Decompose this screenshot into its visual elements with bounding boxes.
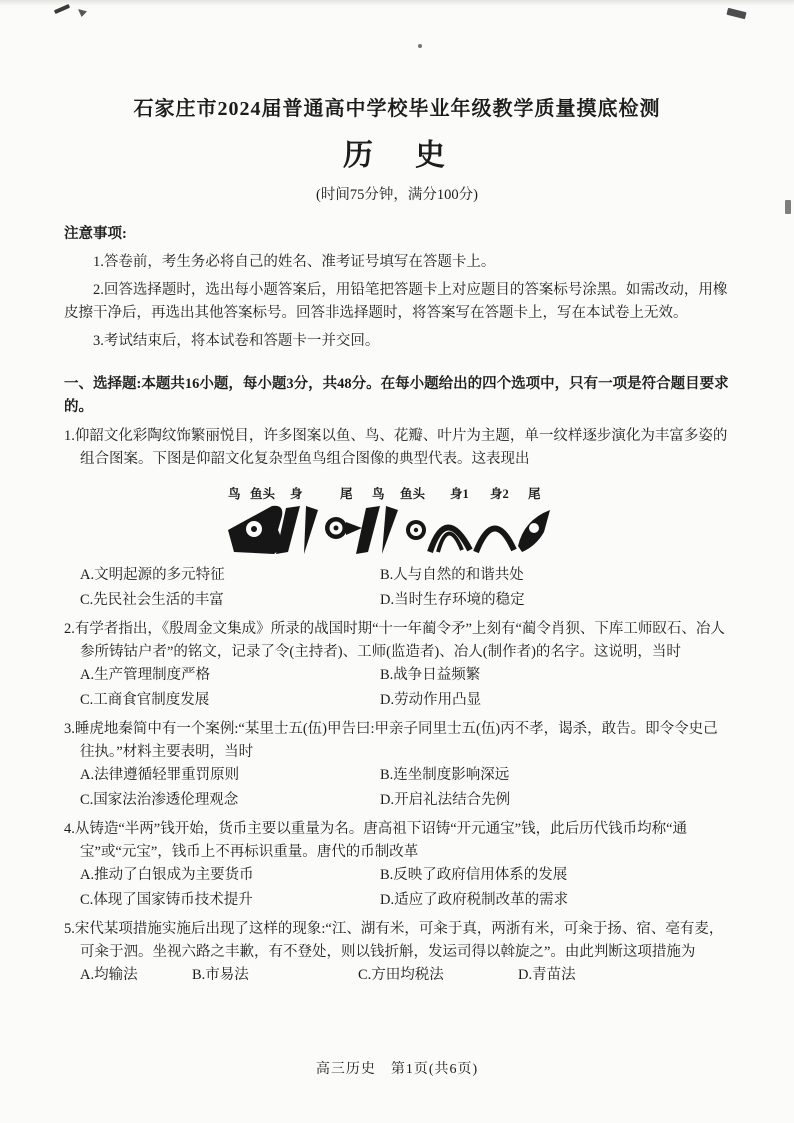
fish-bird-pattern-image [224, 502, 554, 558]
question-2-stem: 2.有学者指出，《殷周金文集成》所录的战国时期“十一年蔺令矛”上刻有“蔺令肖狈、下库工师臤石、冶人参所铸钴户者”的铭文，记录了令(主持者)、工师(监造者)、冶人(制作者)的名字。这说明，当时 [64, 621, 725, 660]
figure-label: 鱼头 [400, 487, 426, 501]
figure-label: 鸟 [372, 487, 385, 501]
option-b: B.反映了政府信用体系的发展 [380, 867, 568, 883]
figure-label: 身1 [450, 487, 469, 501]
question-2-options [80, 664, 730, 712]
option-c: C.体现了国家铸币技术提升 [80, 892, 253, 908]
question-3-stem: 3.睡虎地秦简中有一个案例:“某里士五(伍)甲告曰:甲亲子同里士五(伍)丙不孝，谒杀，敢告。即令令史己往执。”材料主要表明，当时 [64, 721, 718, 760]
question-1-stem: 1.仰韶文化彩陶纹饰繁丽悦目，许多图案以鱼、鸟、花瓣、叶片为主题，单一纹样逐步演化为丰富多姿的组合图案。下图是仰韶文化复杂型鱼鸟组合图像的典型代表。这表现出 [64, 428, 728, 467]
figure-label: 身 [290, 487, 303, 501]
question-4 [64, 818, 730, 912]
scan-artifact [785, 200, 791, 214]
option-a: A.均输法 [80, 967, 138, 983]
scan-artifact [726, 8, 746, 19]
option-c: C.先民社会生活的丰富 [80, 592, 224, 608]
notice-item-3: 3.考试结束后，将本试卷和答题卡一并交回。 [93, 333, 380, 349]
option-c: C.工商食官制度发展 [80, 692, 210, 708]
question-5 [64, 918, 730, 987]
question-1 [64, 425, 730, 612]
figure-label: 鸟 [228, 487, 241, 501]
figure-label: 鱼头 [250, 487, 276, 501]
subject-title: 历 史 [343, 139, 451, 172]
option-a: A.文明起源的多元特征 [80, 567, 225, 583]
scan-artifact [418, 44, 422, 48]
scan-artifact [78, 9, 87, 17]
option-a: A.推动了白银成为主要货币 [80, 867, 254, 883]
option-a: A.生产管理制度严格 [80, 667, 211, 683]
question-5-stem: 5.宋代某项措施实施后出现了这样的现象:“江、湖有米，可籴于真，两浙有米，可籴于扬、宿、亳有麦，可籴于泗。坐视六路之丰歉，有不登处，则以钱折斛，发运司得以斡旋之”。由此判断这项措施为 [64, 921, 724, 960]
option-d: D.当时生存环境的稳定 [380, 592, 525, 608]
notice-item-2: 2.回答选择题时，选出每小题答案后，用铅笔把答题卡上对应题目的答案标号涂黑。如需改动，用橡皮擦干净后，再选出其他答案标号。回答非选择题时，将答案写在答题卡上，写在本试卷上无效。 [64, 282, 728, 321]
option-b: B.人与自然的和谐共处 [380, 567, 524, 583]
page-footer: 高三历史 第1页(共6页) [315, 1062, 479, 1077]
notice-heading: 注意事项: [64, 226, 127, 242]
exam-title: 石家庄市2024届普通高中学校毕业年级教学质量摸底检测 [133, 98, 661, 120]
option-b: B.战争日益频繁 [380, 667, 481, 683]
scan-artifact [54, 4, 70, 14]
figure-labels [224, 483, 554, 502]
option-d: D.适应了政府税制改革的需求 [380, 892, 569, 908]
question-3-options [80, 764, 730, 812]
section-heading: 一、选择题:本题共16小题，每小题3分，共48分。在每小题给出的四个选项中，只有一项是符合题目要求的。 [64, 376, 729, 415]
question-4-options [80, 864, 730, 912]
exam-time-score-info: (时间75分钟，满分100分) [316, 187, 478, 203]
figure-label: 身2 [490, 487, 509, 501]
question-1-options [80, 564, 730, 612]
option-d: D.开启礼法结合先例 [380, 792, 511, 808]
option-b: B.连坐制度影响深远 [380, 767, 510, 783]
option-c: C.方田均税法 [358, 967, 444, 983]
figure-label: 尾 [340, 487, 353, 501]
notice-item-1: 1.答卷前，考生务必将自己的姓名、准考证号填写在答题卡上。 [93, 254, 496, 270]
option-d: D.青苗法 [518, 967, 576, 983]
option-d: D.劳动作用凸显 [380, 692, 482, 708]
option-a: A.法律遵循轻罪重罚原则 [80, 767, 240, 783]
question-5-options [80, 964, 730, 987]
question-3 [64, 718, 730, 812]
question-2 [64, 618, 730, 712]
option-c: C.国家法治渗透伦理观念 [80, 792, 239, 808]
question-4-stem: 4.从铸造“半两”钱开始，货币主要以重量为名。唐高祖下诏铸“开元通宝”钱，此后历代钱币均称“通宝”或“元宝”，钱币上不再标识重量。唐代的币制改革 [64, 821, 688, 860]
figure-label: 尾 [528, 487, 541, 501]
pottery-figure [224, 483, 554, 558]
option-b: B.市易法 [192, 967, 249, 983]
